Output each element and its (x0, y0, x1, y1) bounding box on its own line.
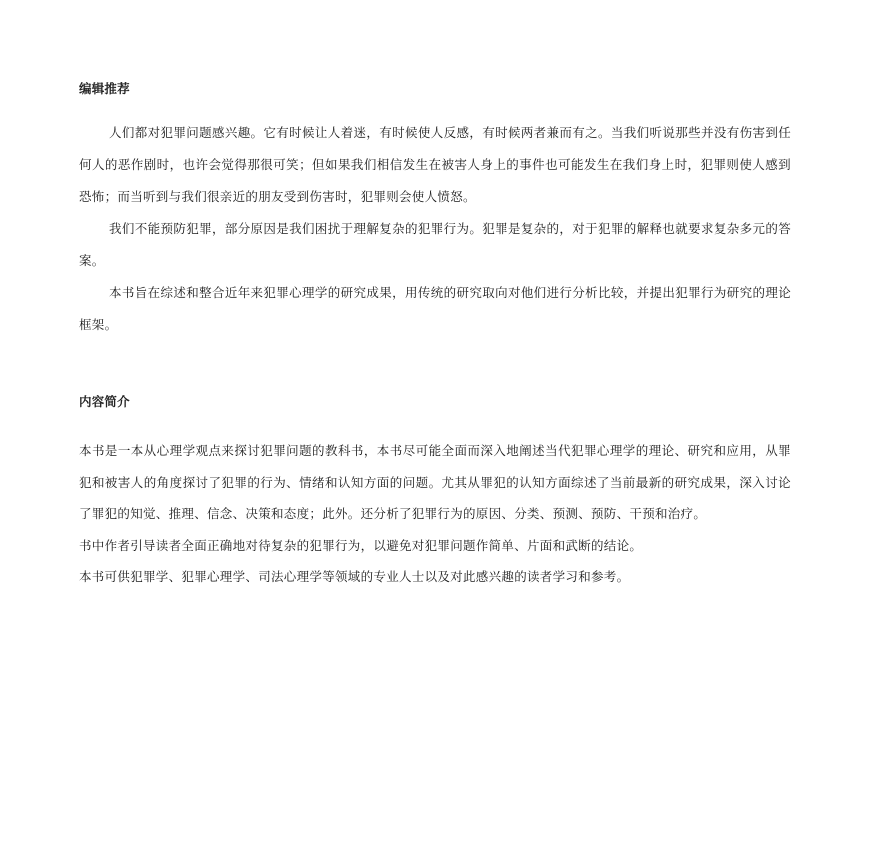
recommend-paragraph: 本书旨在综述和整合近年来犯罪心理学的研究成果，用传统的研究取向对他们进行分析比较，并提出犯罪行为研究的理论框架。 (79, 285, 791, 332)
recommend-paragraph: 人们都对犯罪问题感兴趣。它有时候让人着迷，有时候使人反感，有时候两者兼而有之。当我们听说那些并没有伤害到任何人的恶作剧时，也许会觉得那很可笑；但如果我们相信发生在被害人身上的事件也可能发生在我们身上时，犯罪则使人感到恐怖；而当听到与我们很亲近的朋友受到伤害时，犯罪则会使人愤怒。 (79, 125, 791, 204)
recommend-section (79, 117, 791, 341)
section-title-recommend: 编辑推荐 (79, 81, 130, 96)
intro-paragraph: 书中作者引导读者全面正确地对待复杂的犯罪行为，以避免对犯罪问题作简单、片面和武断的结论。 (79, 537, 643, 553)
intro-paragraph: 本书是一本从心理学观点来探讨犯罪问题的教科书，本书尽可能全面而深入地阐述当代犯罪心理学的理论、研究和应用，从罪犯和被害人的角度探讨了犯罪的行为、情绪和认知方面的问题。尤其从罪犯的认知方面综述了当前最新的研究成果，深入讨论了罪犯的知觉、推理、信念、决策和态度；此外。还分析了犯罪行为的原因、分类、预测、预防、干预和治疗。 (79, 443, 791, 521)
intro-section (79, 435, 791, 593)
section-title-intro: 内容简介 (79, 394, 130, 409)
recommend-paragraph: 我们不能预防犯罪，部分原因是我们困扰于理解复杂的犯罪行为。犯罪是复杂的，对于犯罪的解释也就要求复杂多元的答案。 (79, 221, 791, 268)
intro-paragraph: 本书可供犯罪学、犯罪心理学、司法心理学等领域的专业人士以及对此感兴趣的读者学习和参考。 (79, 569, 630, 584)
